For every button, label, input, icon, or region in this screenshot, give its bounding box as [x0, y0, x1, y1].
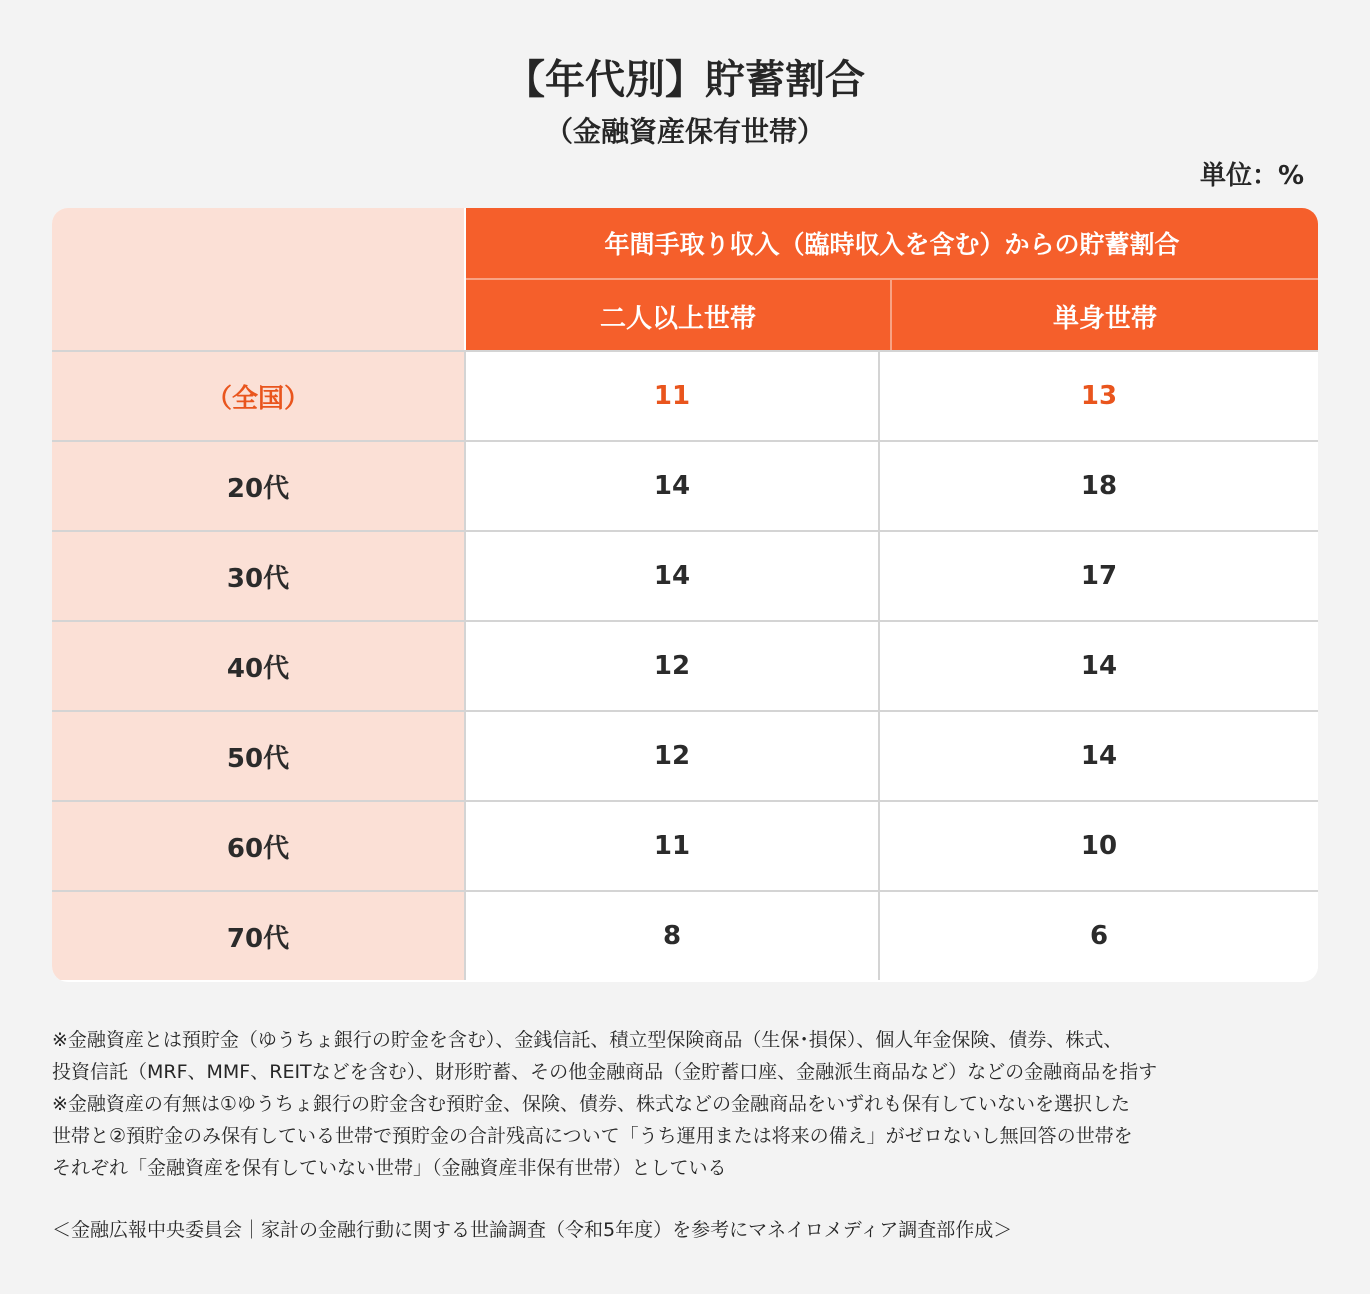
- grid-line-vertical: [464, 622, 466, 710]
- row-label: 40代: [52, 622, 464, 710]
- unit-label: 単位：%: [1199, 161, 1304, 191]
- table-row: [52, 712, 1318, 800]
- table-row: [52, 442, 1318, 530]
- grid-line-vertical: [464, 712, 466, 800]
- value-cell-single: 14: [880, 712, 1318, 800]
- grid-line-horizontal: [52, 800, 1318, 802]
- footnote-line: ※金融資産とは預貯金（ゆうちょ銀行の貯金を含む）、金銭信託、積立型保険商品（生保･損保）、個人年金保険、債券、株式、: [52, 1029, 1123, 1051]
- table-corner: [52, 208, 464, 352]
- table-row: [52, 802, 1318, 890]
- footnote-line: 投資信託（MRF、MMF、REITなどを含む）、財形貯蓄、その他金融商品（金貯蓄口座、金融派生商品など）などの金融商品を指す: [52, 1061, 1158, 1083]
- value-cell-multi-person: 14: [466, 442, 878, 530]
- value-cell-multi-person: 11: [466, 352, 878, 440]
- grid-line-horizontal: [52, 710, 1318, 712]
- row-label: 20代: [52, 442, 464, 530]
- group-header: 年間手取り収入（臨時収入を含む）からの貯蓄割合: [466, 208, 1318, 278]
- value-cell-single: 10: [880, 802, 1318, 890]
- footnote-line: ※金融資産の有無は①ゆうちょ銀行の貯金含む預貯金、保険、債券、株式などの金融商品をいずれも保有していないを選択した: [52, 1093, 1130, 1115]
- value-cell-single: 17: [880, 532, 1318, 620]
- table-row: [52, 352, 1318, 440]
- value-cell-multi-person: 12: [466, 712, 878, 800]
- row-label: 70代: [52, 892, 464, 980]
- grid-line-vertical: [464, 802, 466, 890]
- footnote-line: 世帯と②預貯金のみ保有している世帯で預貯金の合計残高について「うち運用または将来の備え」がゼロないし無回答の世帯を: [52, 1125, 1133, 1147]
- grid-line-vertical: [464, 442, 466, 530]
- value-cell-multi-person: 11: [466, 802, 878, 890]
- value-cell-single: 18: [880, 442, 1318, 530]
- value-cell-multi-person: 14: [466, 532, 878, 620]
- footnotes: [52, 1024, 1322, 1184]
- row-label: （全国）: [52, 352, 464, 440]
- footnote-line: それぞれ「金融資産を保有していない世帯」（金融資産非保有世帯）としている: [52, 1157, 727, 1179]
- column-header-single: 単身世帯: [892, 280, 1318, 352]
- value-cell-single: 13: [880, 352, 1318, 440]
- row-label: 50代: [52, 712, 464, 800]
- grid-line-vertical: [464, 352, 466, 440]
- grid-line-vertical: [464, 892, 466, 980]
- table-row: [52, 622, 1318, 710]
- table-row: [52, 892, 1318, 980]
- value-cell-multi-person: 12: [466, 622, 878, 710]
- column-header-multi-person: 二人以上世帯: [466, 280, 890, 352]
- savings-rate-table: [52, 208, 1318, 982]
- grid-line-horizontal: [52, 620, 1318, 622]
- grid-line-horizontal: [52, 440, 1318, 442]
- row-label: 60代: [52, 802, 464, 890]
- chart-subtitle: （金融資産保有世帯）: [544, 115, 825, 148]
- value-cell-single: 14: [880, 622, 1318, 710]
- table-row: [52, 532, 1318, 620]
- grid-line-horizontal: [52, 890, 1318, 892]
- value-cell-multi-person: 8: [466, 892, 878, 980]
- chart-title: 【年代別】貯蓄割合: [505, 57, 865, 103]
- grid-line-horizontal: [52, 350, 1318, 352]
- row-label: 30代: [52, 532, 464, 620]
- source-note: ＜金融広報中央委員会｜家計の金融行動に関する世論調査（令和5年度）を参考にマネイロメディア調査部作成＞: [52, 1219, 1013, 1241]
- value-cell-single: 6: [880, 892, 1318, 980]
- grid-line-vertical: [464, 532, 466, 620]
- grid-line-horizontal: [52, 530, 1318, 532]
